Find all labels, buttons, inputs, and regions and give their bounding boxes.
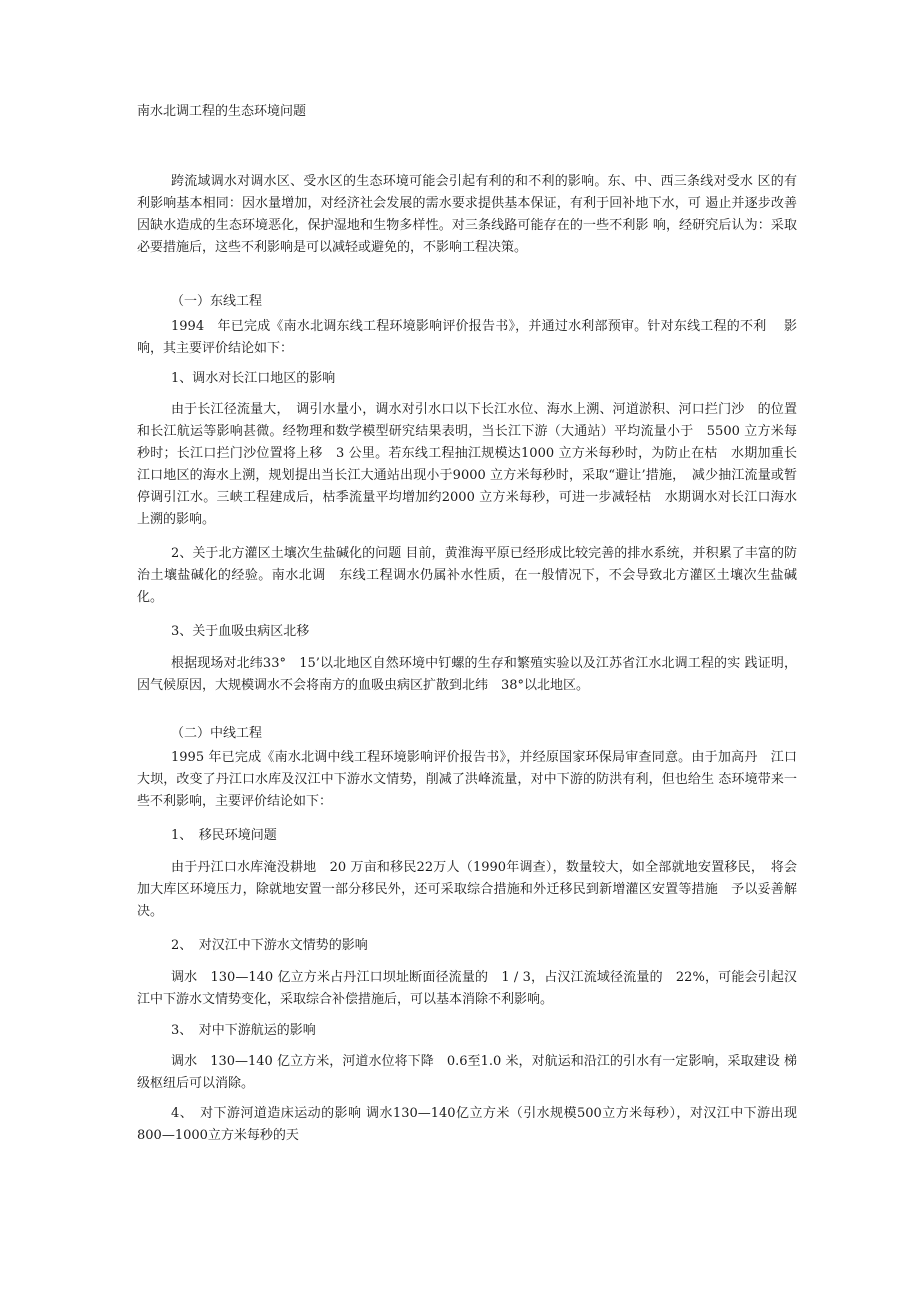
middle-item1-text: 由于丹江口水库淹没耕地 20 万亩和移民22万人（1990年调查），数量较大，如全部就地安置移民， 将会加大库区环境压力，除就地安置一部分移民外，还可采取综合措施和外迁移民到新增灌区安置等措施 予以妥善解决。: [137, 860, 797, 919]
east-item3-title: 3、关于血吸虫病区北移: [171, 624, 310, 639]
document-title: 南水北调工程的生态环境问题: [137, 104, 307, 119]
middle-item2-text: 调水 130—140 亿立方米占丹江口坝址断面径流量的 1 / 3，占汉江流域径流量的 22%，可能会引起汉 江中下游水文情势变化，采取综合补偿措施后，可以基本消除不利影响。: [137, 970, 811, 1007]
middle-item2-title: 2、 对汉江中下游水文情势的影响: [171, 938, 368, 953]
middle-item3-title: 3、 对中下游航运的影响: [171, 1023, 316, 1038]
section-east-heading: （一）东线工程: [171, 294, 263, 309]
section-middle-heading: （二）中线工程: [171, 726, 263, 741]
east-item1-title: 1、调水对长江口地区的影响: [171, 371, 336, 386]
east-item3-text: 根据现场对北纬33° 15’以北地区自然环境中钉螺的生存和繁殖实验以及江苏省江水北调工程的实 践证明，因气候原因，大规模调水不会将南方的血吸虫病区扩散到北纬 38°以北地区。: [137, 656, 797, 693]
east-summary: 1994 年已完成《南水北调东线工程环境影响评价报告书》，并通过水利部预审。针对东线工程的不利 影响，其主要评价结论如下：: [137, 319, 797, 356]
middle-item1-title: 1、 移民环境问题: [171, 828, 277, 843]
middle-item3-text: 调水 130—140 亿立方米，河道水位将下降 0.6至1.0 米，对航运和沿江的引水有一定影响，采取建设 梯级枢纽后可以消除。: [137, 1054, 797, 1091]
middle-summary: 1995 年已完成《南水北调中线工程环境影响评价报告书》，并经原国家环保局审查同意。由于加高丹 江口大坝，改变了丹江口水库及汉江中下游水文情势，削减了洪峰流量，对中下游的防洪有利，但也给生 态环境带来一些不利影响，主要评价结论如下：: [137, 750, 797, 809]
east-item1-text: 由于长江径流量大， 调引水量小，调水对引水口以下长江水位、海水上溯、河道淤积、河口拦门沙 的位置和长江航运等影响甚微。经物理和数学模型研究结果表明，当长江下游（大通站）平均流量小于 5500 立方米每秒时；长江口拦门沙位置将上移 3 公里。若东线工程抽江规模达1000 立方米每秒时，为防止在枯 水期加重长江口地区的海水上溯，规划提出当长江大通站出现小于9000 立方米每秒时，采取“避让’措施， 减少抽江流量或暂停调引江水。三峡工程建成后，枯季流量平均增加约2000 立方米每秒，可进一步减轻枯 水期调水对长江口海水上溯的影响。: [137, 402, 797, 527]
east-item2-text: 2、关于北方灌区土壤次生盐碱化的问题 目前，黄淮海平原已经形成比较完善的排水系统，并积累了丰富的防治土壤盐碱化的经验。南水北调 东线工程调水仍属补水性质，在一般情况下，不会导致北方灌区土壤次生盐碱化。: [137, 546, 797, 605]
middle-item4-text: 4、 对下游河道造床运动的影响 调水130—140亿立方米（引水规模500立方米每秒），对汉江中下游出现800—1000立方米每秒的天: [137, 1106, 797, 1143]
intro-paragraph: 跨流域调水对调水区、受水区的生态环境可能会引起有利的和不利的影响。东、中、西三条线对受水 区的有利影响基本相同：因水量增加，对经济社会发展的需水要求提供基本保证，有利于回补地下水，可 遏止并逐步改善因缺水造成的生态环境恶化，保护湿地和生物多样性。对三条线路可能存在的一些不利影 响，经研究后认为：采取必要措施后，这些不利影响是可以减轻或避免的，不影响工程决策。: [137, 174, 797, 255]
